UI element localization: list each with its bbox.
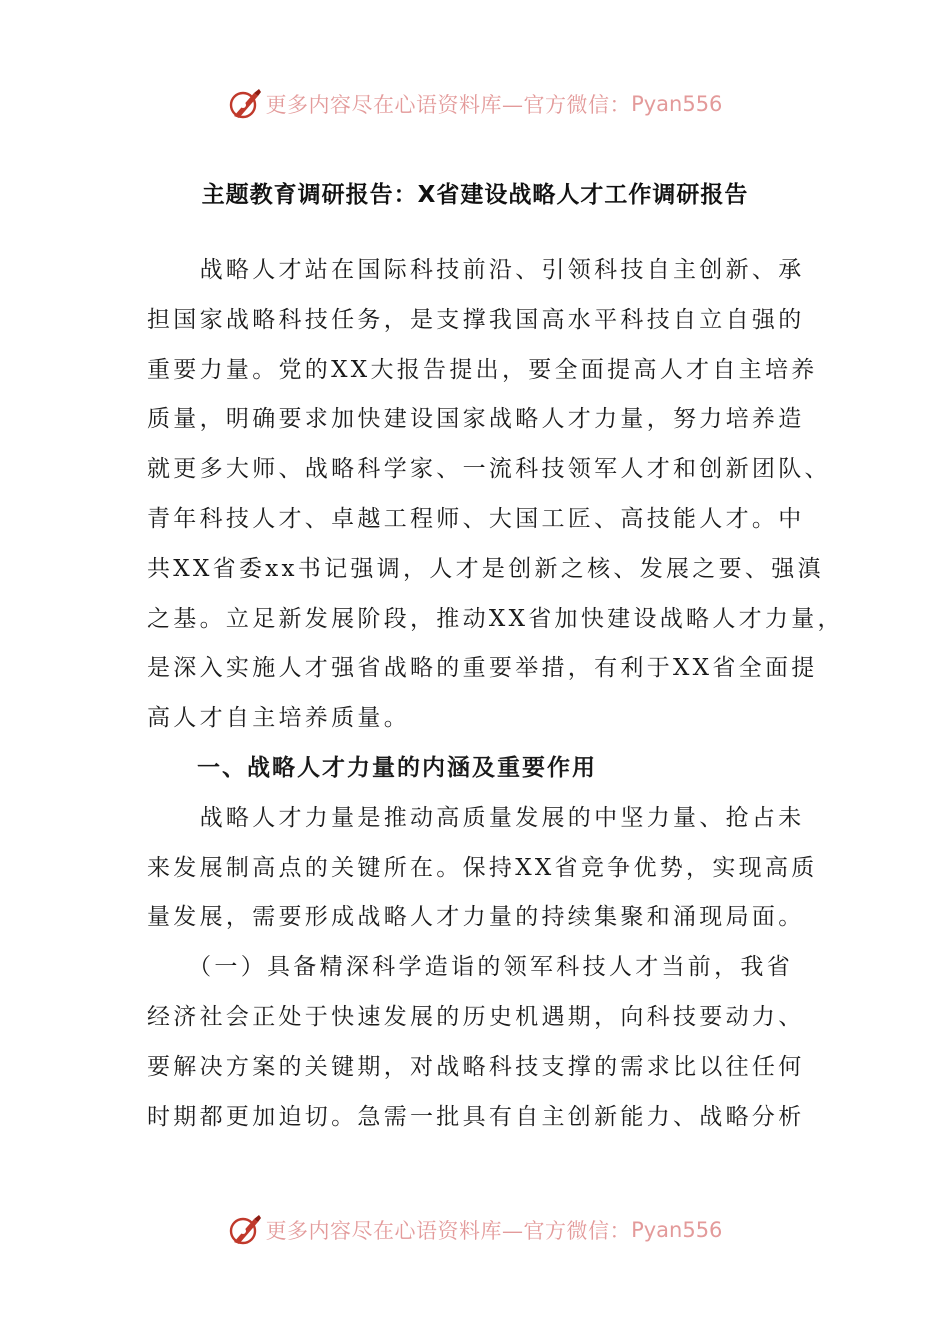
paragraph-line: 来发展制高点的关键所在。保持XX省竞争优势，实现高质 (147, 854, 818, 881)
document-body (147, 246, 844, 1142)
paragraph-line: 时期都更加迫切。急需一批具有自主创新能力、战略分析 (147, 1103, 805, 1130)
watermark-banner-bottom (0, 1210, 950, 1250)
paragraph-line: 质量，明确要求加快建设国家战略人才力量，努力培养造 (147, 406, 805, 433)
document-title: 主题教育调研报告：X省建设战略人才工作调研报告 (201, 182, 749, 208)
pen-logo-icon (228, 1213, 262, 1247)
watermark-banner-top (0, 84, 950, 124)
paragraph-line: 经济社会正处于快速发展的历史机遇期，向科技要动力、 (147, 1003, 805, 1030)
paragraph-line: 青年科技人才、卓越工程师、大国工匠、高技能人才。中 (147, 505, 805, 532)
paragraph-line: 重要力量。党的XX大报告提出，要全面提高人才自主培养 (147, 356, 818, 383)
paragraph-line: 高人才自主培养质量。 (147, 705, 410, 732)
watermark-text: 更多内容尽在心语资料库—官方微信： (265, 93, 632, 117)
paragraph-line: 就更多大师、战略科学家、一流科技领军人才和创新团队、 (147, 456, 831, 483)
paragraph-line: 共XX省委xx书记强调，人才是创新之核、发展之要、强滇 (147, 555, 824, 582)
paragraph-line: 战略人才站在国际科技前沿、引领科技自主创新、承 (147, 257, 805, 283)
paragraph-line: 要解决方案的关键期，对战略科技支撑的需求比以往任何 (147, 1053, 805, 1080)
paragraph-line: 量发展，需要形成战略人才力量的持续集聚和涌现局面。 (147, 904, 805, 931)
wechat-id: Pyan556 (631, 1218, 723, 1242)
paragraph-line: 担国家战略科技任务，是支撑我国高水平科技自立自强的 (147, 306, 805, 333)
paragraph-line: 战略人才力量是推动高质量发展的中坚力量、抢占未 (147, 804, 805, 831)
wechat-id: Pyan556 (631, 92, 723, 116)
paragraph-line: 是深入实施人才强省战略的重要举措，有利于XX省全面提 (147, 655, 818, 682)
watermark-text: 更多内容尽在心语资料库—官方微信： (265, 1219, 632, 1243)
section-heading: 一、战略人才力量的内涵及重要作用 (147, 754, 597, 781)
pen-logo-icon (228, 87, 262, 121)
paragraph-line: 之基。立足新发展阶段，推动XX省加快建设战略人才力量， (147, 605, 844, 632)
paragraph-line: （一）具备精深科学造诣的领军科技人才当前，我省 (147, 954, 793, 981)
